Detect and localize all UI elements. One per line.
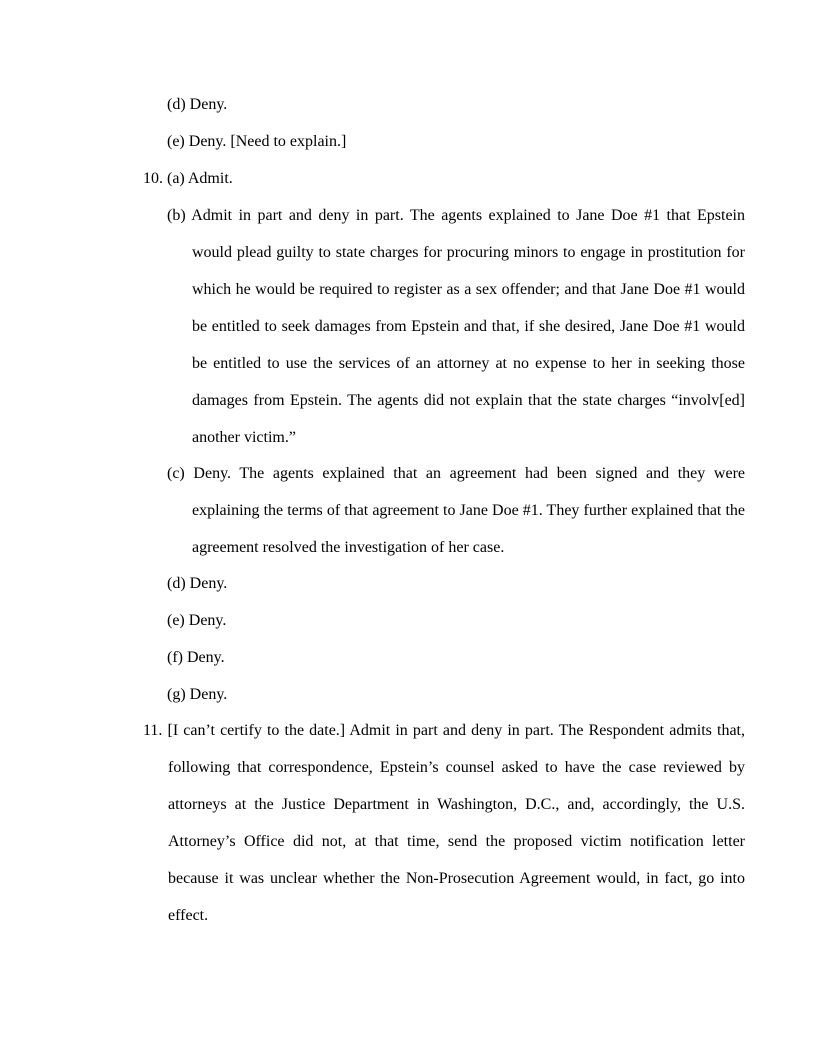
item-10c: (c) Deny. The agents explained that an agreement had been signed and they were explaining the terms of that agreement to Jane Doe #1. They further explained that the agreement resolved the investigation of her case. (167, 465, 745, 556)
item-10g: (g) Deny. (167, 686, 228, 703)
item-10d: (d) Deny. (167, 575, 228, 592)
item-10b: (b) Admit in part and deny in part. The agents explained to Jane Doe #1 that Epstein would plead guilty to state charges for procuring minors to engage in prostitution for which he would be required to register as a sex offender; and that Jane Doe #1 would be entitled to seek damages from Epstein and that, if she desired, Jane Doe #1 would be entitled to use the services of an attorney at no expense to her in seeking those damages from Epstein. The agents did not explain that the state charges “involv[ed] another victim.” (167, 207, 745, 446)
item-11: 11. [I can’t certify to the date.] Admit in part and deny in part. The Respondent admits that, following that correspondence, Epstein’s counsel asked to have the case reviewed by attorneys at the Justice Department in Washington, D.C., and, accordingly, the U.S. Attorney’s Office did not, at that time, send the proposed victim notification letter because it was unclear whether the Non-Prosecution Agreement would, in fact, go into effect. (143, 722, 745, 924)
item-10f: (f) Deny. (167, 649, 225, 666)
item-9e: (e) Deny. [Need to explain.] (167, 133, 347, 150)
item-9d: (d) Deny. (167, 96, 228, 113)
item-10e: (e) Deny. (167, 612, 227, 629)
item-10a: 10. (a) Admit. (143, 170, 233, 187)
